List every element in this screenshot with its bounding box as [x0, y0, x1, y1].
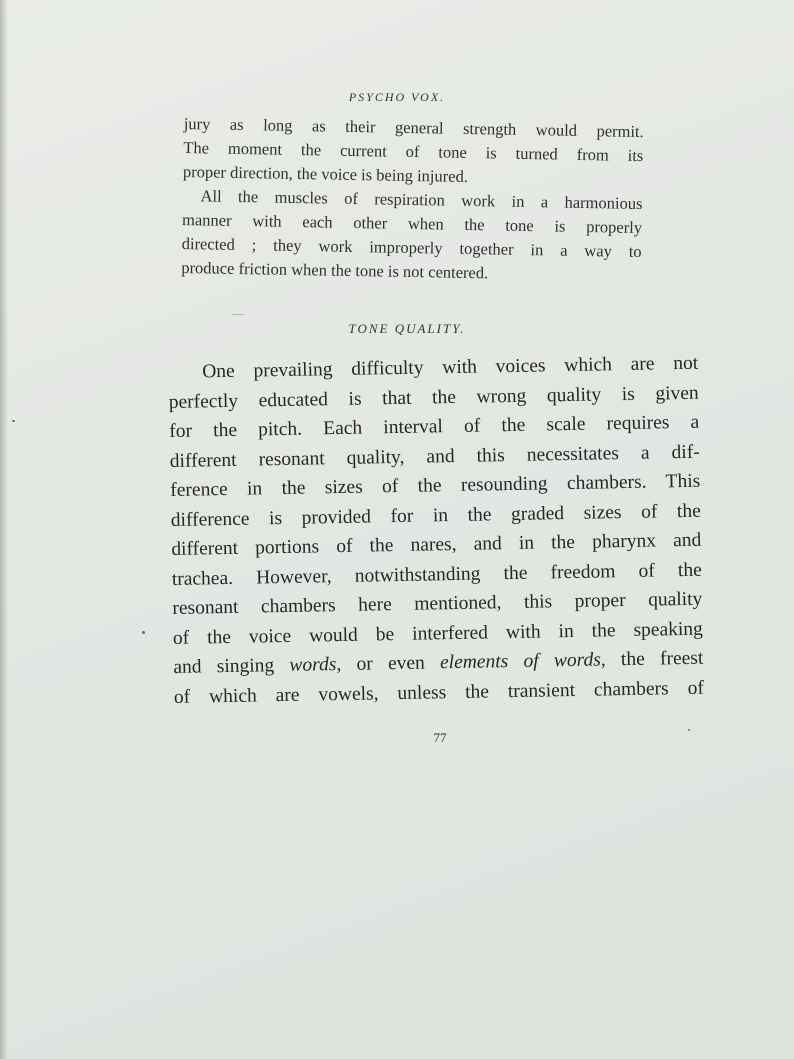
text-line: of which are vowels, unless the transient chambers of	[173, 677, 705, 708]
text-line: manner with each other when the tone is properly	[181, 209, 643, 238]
paper-speck	[12, 420, 15, 422]
text-line: different portions of the nares, and in the pharynx and	[171, 529, 702, 560]
text-line: different resonant quality, and this necessitates a dif-	[169, 441, 700, 472]
tone-quality-paragraph	[168, 349, 704, 712]
text-line: directed ; they work improperly together in a way to	[181, 233, 642, 262]
text-fragment: , the freest	[600, 647, 704, 671]
text-fragment: , or even	[336, 652, 441, 676]
paper-speck	[688, 729, 690, 731]
text-line: All the muscles of respiration work in a harmonious	[200, 186, 643, 214]
text-line: produce friction when the tone is not centered.	[181, 257, 489, 283]
text-line: trachea. However, notwithstanding the freedom of the	[171, 559, 702, 590]
top-text-block	[181, 112, 644, 288]
paper-speck	[142, 631, 145, 634]
text-line: of the voice would be interfered with in the speaking	[172, 618, 703, 649]
text-line: jury as long as their general strength would permit.	[183, 113, 644, 142]
text-line: ference in the sizes of the resounding chambers. This	[170, 470, 701, 501]
running-head: PSYCHO VOX.	[348, 90, 446, 104]
text-line: difference is provided for in the graded sizes of the	[170, 500, 701, 531]
section-title: TONE QUALITY.	[348, 321, 466, 336]
italic-words: words	[289, 654, 337, 676]
italic-elements-of-words: elements of words	[439, 649, 602, 674]
text-line: perfectly educated is that the wrong quality is given	[168, 382, 699, 413]
text-line: proper direction, the voice is being injured.	[182, 161, 469, 186]
text-line: resonant chambers here mentioned, this proper quality	[172, 588, 703, 619]
text-line: for the pitch. Each interval of the scale requires a	[169, 411, 700, 442]
page-number: 77	[433, 730, 447, 745]
text-line: The moment the current of tone is turned from its	[183, 137, 644, 166]
text-fragment: and singing	[173, 654, 290, 678]
binding-shadow	[0, 0, 8, 1059]
paper-speck	[232, 314, 244, 315]
text-line: One prevailing difficulty with voices which are not	[202, 352, 699, 383]
